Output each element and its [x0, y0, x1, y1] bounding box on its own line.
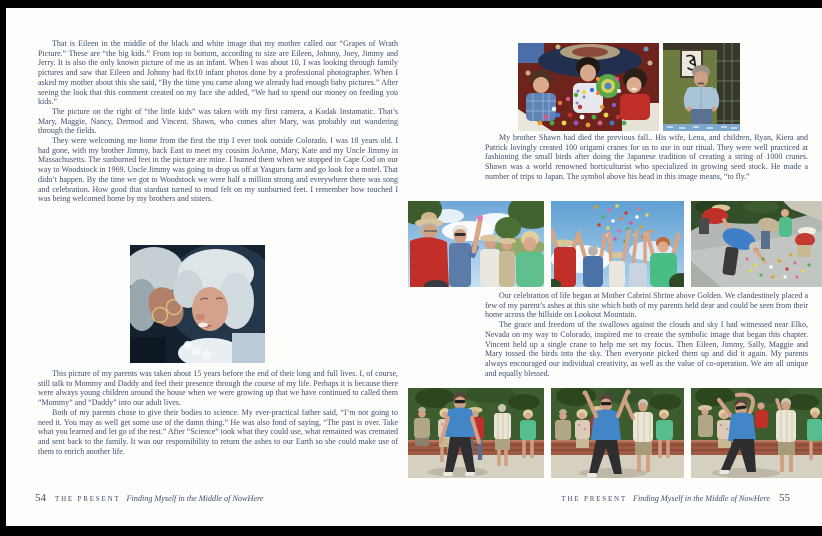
paragraph: The grace and freedom of the swallows against the clouds and sky I had witnessed near Elko, Nevada on my way to Colorado, inspired me to create the symbolic image that began this chapter. Vincent held up a single crane to help me set my focus. Then Eileen, Jimmy, Sally, Maggie and Mary tossed the birds into the sky. Then everyone picked them up and did it again. My parents always encouraged our individual creativity, as well as the value of co-operation. We are all unique and equally blessed.: [485, 320, 808, 378]
book-title: Finding Myself in the Middle of NowHere: [126, 494, 264, 503]
paragraph: They were welcoming me home from the first the trip I ever took outside Colorado. I was 18 years old. I had gone, with my brother Jimmy, back East to meet my cousins JoAnne, Mary, Kate and my Uncle Jimmy in Massachusetts. The sunburned feet in the picture are mine. I burned them when we stopped in Cape Cod on our way to Woodstock in 1969. Uncle Jimmy was going to drop us off at Yasgurs farm and go look for a motel. That didn’t happen. By the time we got to Woodstock we were half a million strong and everywhere there was song and celebration. How good that stardust turned to mud felt on my sunburned feet. I remember how touched I was being welcomed home by my brothers and sisters.: [38, 136, 398, 204]
photo-parents-portrait: [130, 245, 265, 363]
right-page-footer: [485, 488, 790, 506]
right-page-text-celebration: [485, 291, 808, 378]
paragraph: The picture on the right of “the little kids” was taken with my first camera, a Kodak Instamatic. That’s Mary, Maggie, Nancy, Dermod and Vincent. Shawn, who comes after Mary, was probably out wandering through the fields.: [38, 106, 398, 136]
paragraph: My brother Shawn had died the previous fall.. His wife, Lena, and children, Ryan, Kiera and Patrick lovingly created 100 origami cranes for us to use in our ritual. They were well practiced at fashioning the small birds after doing the Japanese tradition of creating a string of 1000 cranes. Shawn was a world renowned horticulturist who specialized in growing seed stock. He made a number of trips to Japan. The symbol above his head in this image means, “to fly.”: [485, 133, 808, 181]
paragraph: That is Eileen in the middle of the black and white image that my mother called our “Grapes of Wrath Picture.” These are “the big kids.” From top to bottom, according to size are Eileen, Johnny, Joey, Jimmy and Jerry. It is also the only known picture of me as an infant. When I was about 10, I was looking through family pictures and saw that Eileen and Johnny had 8x10 infant photos done by a professional photographer. When I asked my mother about this she said, “By the time you came along we already had enough baby pictures.” After seeing the look that this comment created on my face she added, “We had to spend our money on feeding you kids.”: [38, 39, 398, 107]
photo-family-origami-cranes: [518, 43, 659, 131]
book-title: Finding Myself in the Middle of NowHere: [632, 494, 770, 503]
left-page-text-top: [38, 39, 398, 204]
photo-pose-dance: [691, 388, 822, 478]
left-page-footer: [35, 488, 264, 506]
paragraph: Our celebration of life began at Mother Cabrini Shrine above Golden. We clandestinely placed a few of my parent’s ashes at this site which both of my parents held dear and could be seen from their home across the hillside on Lookout Mountain.: [485, 291, 808, 320]
chapter-label: THE PRESENT: [55, 495, 121, 503]
photo-picking-up-cranes: [691, 201, 822, 287]
photo-pose-arms-raised: [551, 388, 684, 478]
right-page-text-shawn: [485, 133, 808, 182]
photo-pose-standing: [408, 388, 544, 478]
photo-cranes-tossed-sky: [551, 201, 684, 287]
paragraph: Both of my parents chose to give their bodies to science. My ever-practical father said, “I’m not going to need it. You may as well get some use of the damn thing.” He was also fond of saying, “The past is over. Take what you learned and let go of the rest.” After “Science” took what they could use, what remained was cremated and sent back to the family. It was our responsibility to return the ashes to our Earth so she could make use of them to enrich another life.: [38, 407, 398, 456]
left-page-text-bottom: [38, 369, 398, 456]
photo-group-gathering: [408, 201, 544, 287]
paragraph: This picture of my parents was taken about 15 years before the end of their long and full lives. I, of course, still talk to Mommy and Daddy and feel their presence through the course of my life. Perhaps it is because there were always young children around the house when we were growing up that we have continued to called them “Mommy” and “Daddy” into our adult lives.: [38, 369, 398, 408]
photo-shawn-calligraphy: [663, 43, 740, 131]
page-number: 55: [779, 492, 790, 504]
page-number: 54: [35, 492, 46, 504]
chapter-label: THE PRESENT: [561, 495, 627, 503]
